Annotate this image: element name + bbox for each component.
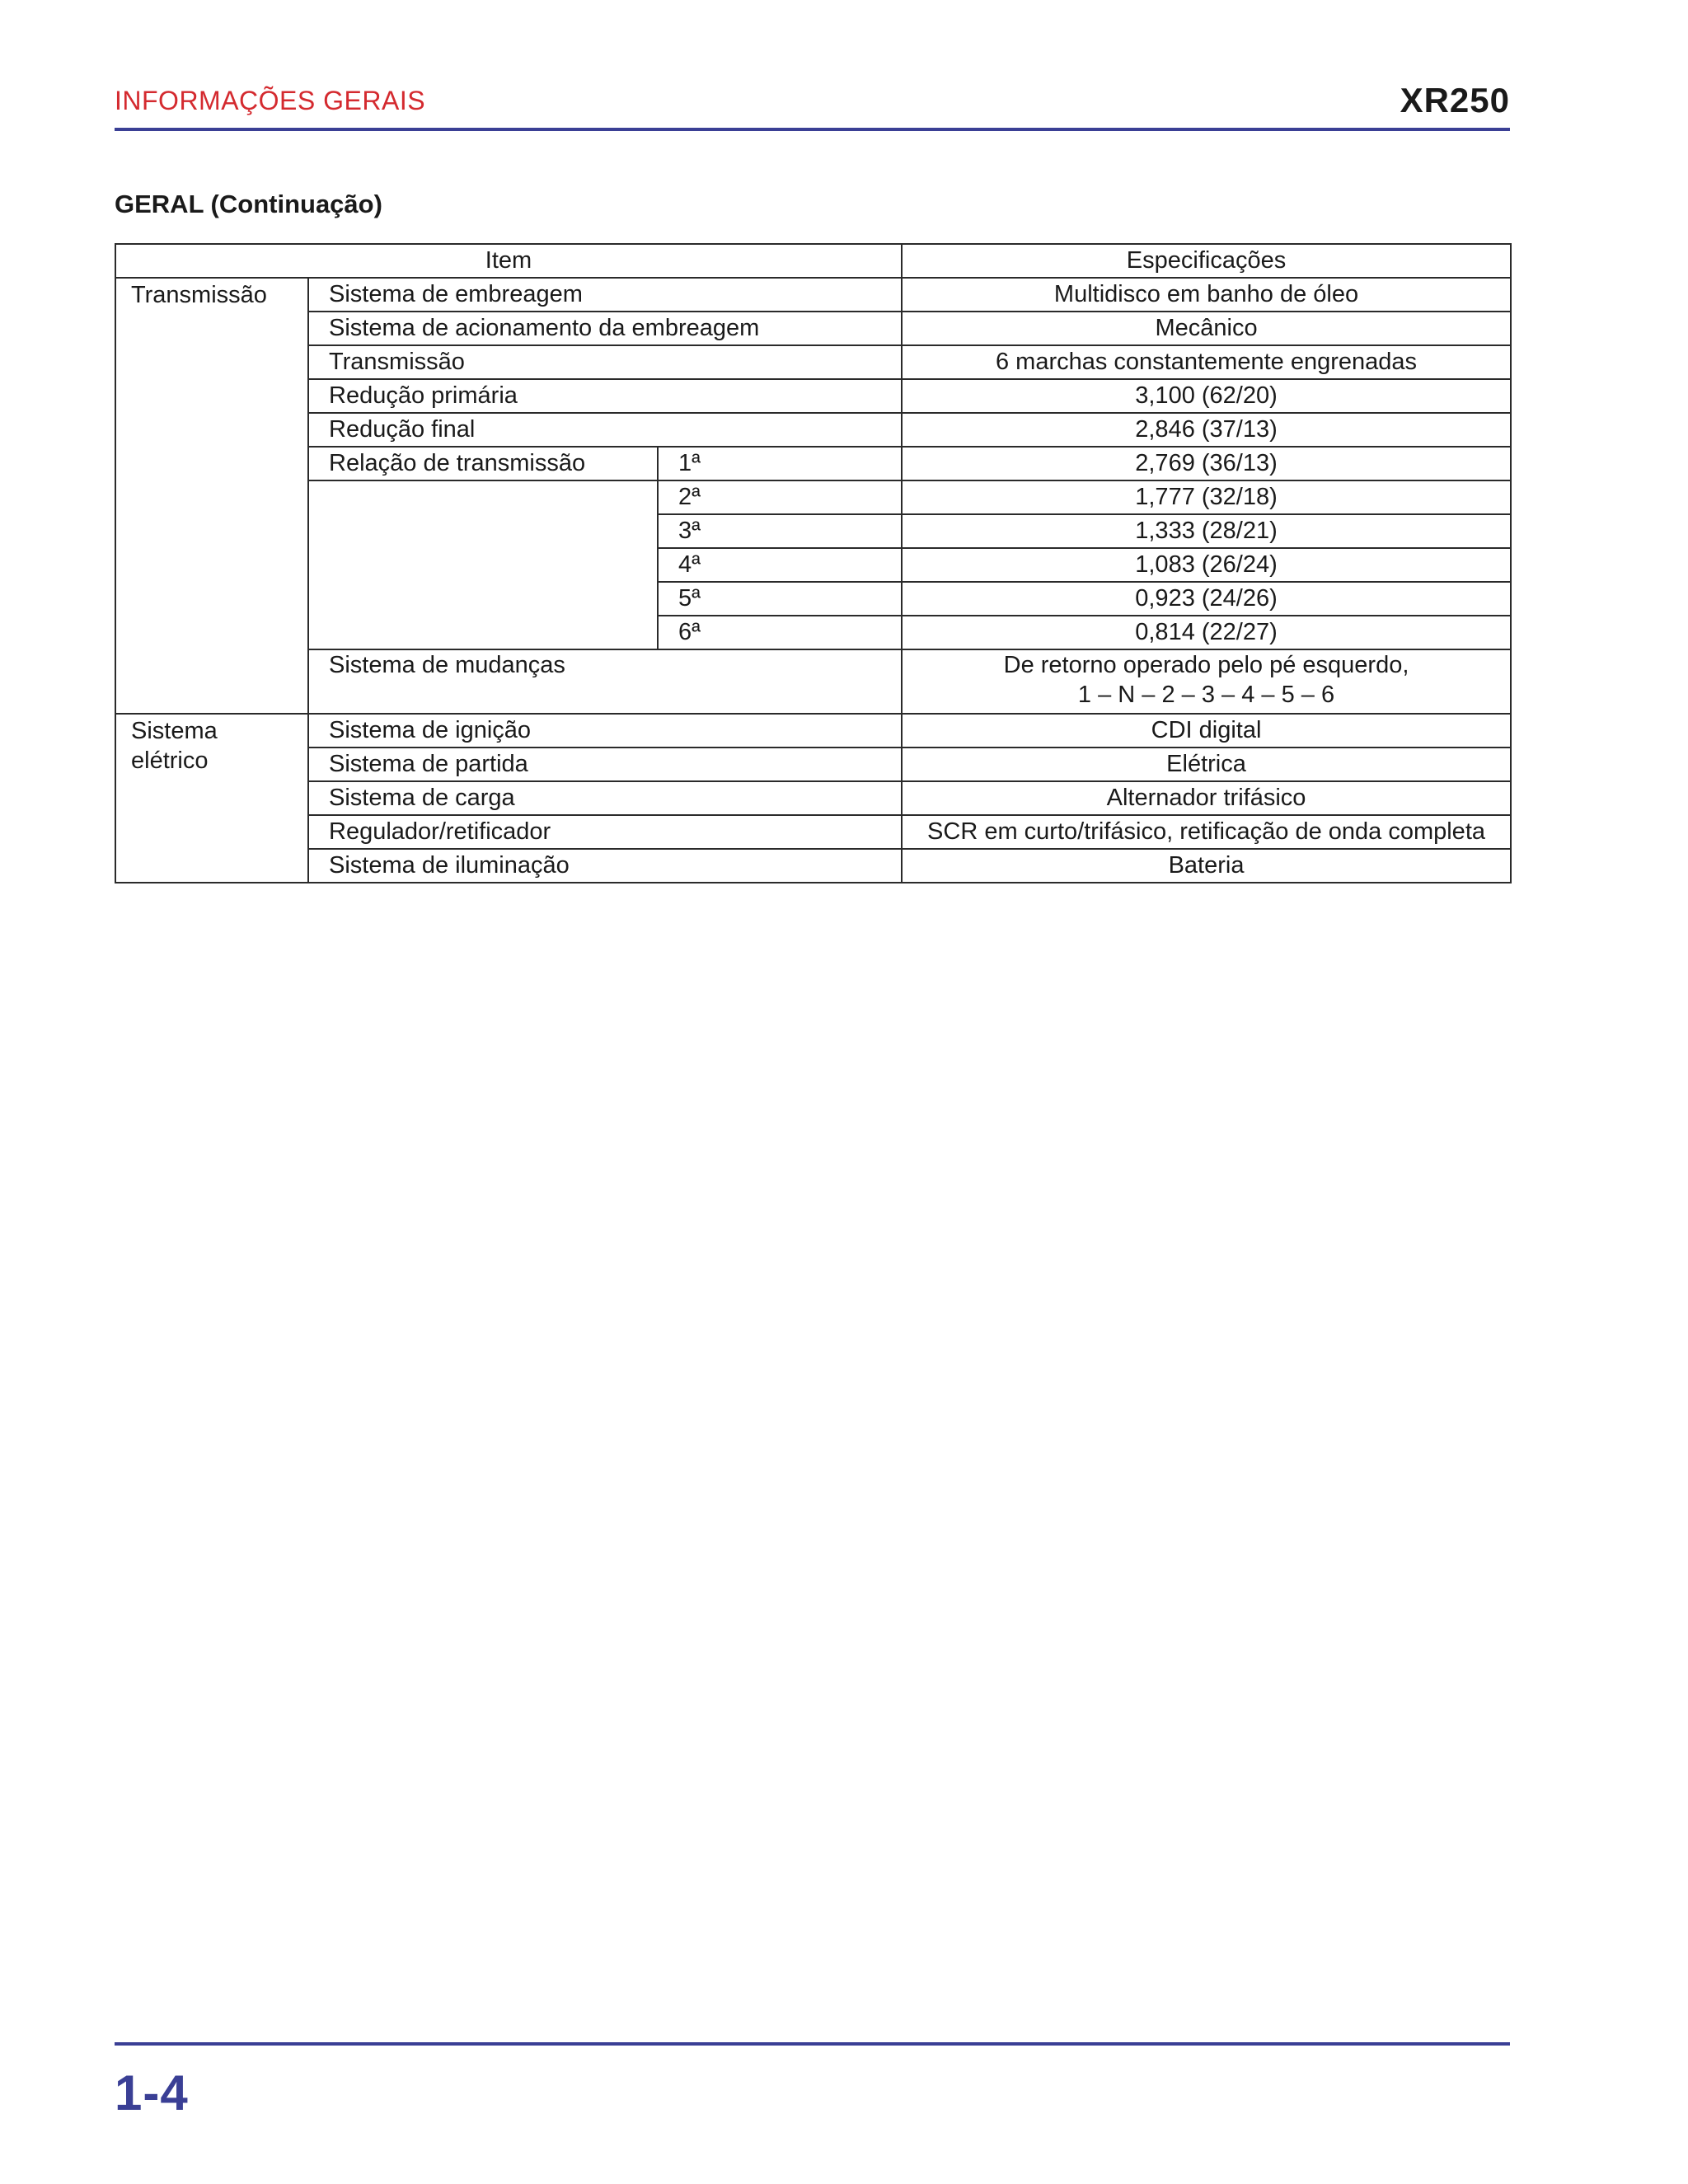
group-line: Sistema	[131, 718, 218, 744]
spec-cell	[902, 649, 1511, 714]
spec-cell: 2,846 (37/13)	[902, 413, 1511, 447]
table-row	[115, 849, 1511, 883]
spec-cell: 6 marchas constantemente engrenadas	[902, 345, 1511, 379]
item-cell: Sistema de mudanças	[308, 649, 902, 714]
column-header-item: Item	[115, 244, 902, 278]
table-row	[115, 379, 1511, 413]
spec-cell: 2,769 (36/13)	[902, 447, 1511, 480]
spec-cell: Mecânico	[902, 312, 1511, 345]
table-row	[115, 480, 1511, 514]
table-header-row	[115, 244, 1511, 278]
table-row	[115, 649, 1511, 714]
item-cell: Sistema de acionamento da embreagem	[308, 312, 902, 345]
spec-cell: Alternador trifásico	[902, 781, 1511, 815]
page-number: 1-4	[115, 2065, 189, 2121]
specifications-table	[115, 243, 1512, 883]
table-row	[115, 413, 1511, 447]
section-header: INFORMAÇÕES GERAIS	[115, 86, 426, 115]
item-cell: Regulador/retificador	[308, 815, 902, 849]
gear-cell: 4ª	[658, 548, 902, 582]
item-cell: Sistema de ignição	[308, 714, 902, 748]
table-row	[115, 781, 1511, 815]
model-name: XR250	[1400, 81, 1510, 120]
empty-cell	[308, 480, 658, 649]
table-row	[115, 748, 1511, 781]
spec-cell: 3,100 (62/20)	[902, 379, 1511, 413]
item-cell: Sistema de carga	[308, 781, 902, 815]
gear-cell: 2ª	[658, 480, 902, 514]
table-row	[115, 312, 1511, 345]
footer-divider	[115, 2042, 1510, 2046]
gear-cell: 1ª	[658, 447, 902, 480]
table-row	[115, 815, 1511, 849]
spec-cell: 1,333 (28/21)	[902, 514, 1511, 548]
item-cell: Sistema de embreagem	[308, 278, 902, 312]
item-cell: Redução final	[308, 413, 902, 447]
spec-cell: 0,923 (24/26)	[902, 582, 1511, 616]
spec-cell: Multidisco em banho de óleo	[902, 278, 1511, 312]
table-row	[115, 447, 1511, 480]
spec-cell: 1,777 (32/18)	[902, 480, 1511, 514]
group-electrical	[115, 714, 308, 883]
spec-cell: Elétrica	[902, 748, 1511, 781]
gear-cell: 5ª	[658, 582, 902, 616]
section-title: GERAL (Continuação)	[115, 190, 382, 218]
spec-cell: 0,814 (22/27)	[902, 616, 1511, 649]
spec-cell: Bateria	[902, 849, 1511, 883]
table-row	[115, 278, 1511, 312]
spec-cell: CDI digital	[902, 714, 1511, 748]
group-line: elétrico	[131, 748, 209, 774]
item-cell: Transmissão	[308, 345, 902, 379]
spec-line: De retorno operado pelo pé esquerdo,	[1003, 652, 1409, 678]
spec-line: 1 – N – 2 – 3 – 4 – 5 – 6	[1077, 682, 1335, 708]
table-row	[115, 345, 1511, 379]
column-header-spec: Especificações	[902, 244, 1511, 278]
item-cell-gear-ratio: Relação de transmissão	[308, 447, 658, 480]
spec-cell: SCR em curto/trifásico, retificação de onda completa	[902, 815, 1511, 849]
spec-cell: 1,083 (26/24)	[902, 548, 1511, 582]
item-cell: Redução primária	[308, 379, 902, 413]
group-transmission: Transmissão	[115, 278, 308, 714]
header-divider	[115, 128, 1510, 131]
gear-cell: 3ª	[658, 514, 902, 548]
item-cell: Sistema de partida	[308, 748, 902, 781]
item-cell: Sistema de iluminação	[308, 849, 902, 883]
table-row	[115, 714, 1511, 748]
gear-cell: 6ª	[658, 616, 902, 649]
